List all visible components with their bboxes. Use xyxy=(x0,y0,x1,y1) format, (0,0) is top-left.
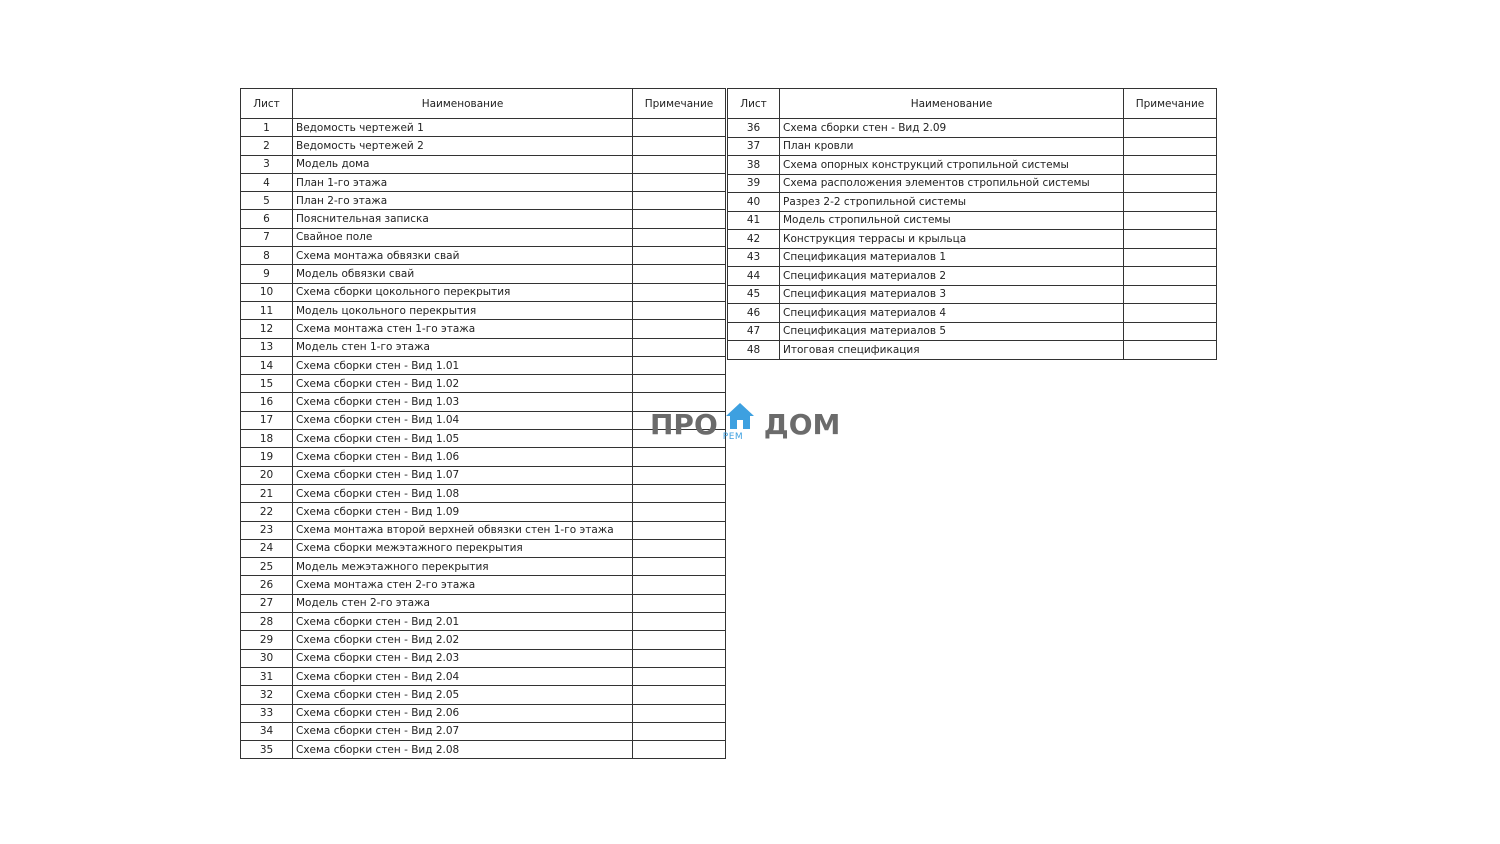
sheet-name-cell: Разрез 2-2 стропильной системы xyxy=(780,193,1124,212)
table-row xyxy=(728,156,1217,175)
sheet-note-cell xyxy=(633,301,726,319)
sheet-name-cell: Модель стен 1-го этажа xyxy=(293,338,633,356)
sheet-number-cell: 37 xyxy=(728,137,780,156)
table-row xyxy=(728,230,1217,249)
sheet-note-cell xyxy=(633,155,726,173)
sheet-number-cell: 45 xyxy=(728,285,780,304)
header-sheet: Лист xyxy=(241,89,293,119)
sheet-number-cell: 46 xyxy=(728,304,780,323)
sheet-note-cell xyxy=(1124,174,1217,193)
sheet-note-cell xyxy=(633,484,726,502)
sheet-name-cell: Спецификация материалов 3 xyxy=(780,285,1124,304)
sheet-number-cell: 44 xyxy=(728,267,780,286)
sheet-number-cell: 21 xyxy=(241,484,293,502)
table-row xyxy=(728,341,1217,360)
sheet-note-cell xyxy=(1124,267,1217,286)
sheet-note-cell xyxy=(633,356,726,374)
table-row xyxy=(728,248,1217,267)
drawing-list-table-right xyxy=(727,88,1217,360)
table-body-right xyxy=(728,119,1217,360)
sheet-number-cell: 2 xyxy=(241,137,293,155)
table-header-row xyxy=(728,89,1217,119)
sheet-name-cell: Модель обвязки свай xyxy=(293,265,633,283)
sheet-note-cell xyxy=(633,375,726,393)
sheet-note-cell xyxy=(1124,248,1217,267)
sheet-number-cell: 34 xyxy=(241,722,293,740)
sheet-note-cell xyxy=(1124,230,1217,249)
sheet-number-cell: 17 xyxy=(241,411,293,429)
sheet-name-cell: Схема монтажа второй верхней обвязки стен 1-го этажа xyxy=(293,521,633,539)
sheet-note-cell xyxy=(633,576,726,594)
sheet-name-cell: Схема сборки стен - Вид 2.04 xyxy=(293,667,633,685)
table-row xyxy=(241,631,726,649)
sheet-name-cell: Модель цокольного перекрытия xyxy=(293,301,633,319)
sheet-number-cell: 1 xyxy=(241,119,293,137)
sheet-name-cell: Модель межэтажного перекрытия xyxy=(293,558,633,576)
sheet-name-cell: Модель стен 2-го этажа xyxy=(293,594,633,612)
table-row xyxy=(241,741,726,759)
table-row xyxy=(728,137,1217,156)
sheet-name-cell: Схема сборки стен - Вид 1.02 xyxy=(293,375,633,393)
sheet-name-cell: Свайное поле xyxy=(293,228,633,246)
sheet-note-cell xyxy=(1124,119,1217,138)
table-row xyxy=(728,119,1217,138)
table-row xyxy=(241,521,726,539)
sheet-name-cell: Схема сборки стен - Вид 1.06 xyxy=(293,448,633,466)
table-row xyxy=(241,356,726,374)
sheet-note-cell xyxy=(1124,304,1217,323)
logo-subtext: РЕМ xyxy=(722,432,744,442)
table-row xyxy=(241,247,726,265)
sheet-note-cell xyxy=(633,448,726,466)
table-row xyxy=(241,301,726,319)
sheet-name-cell: Схема сборки стен - Вид 1.07 xyxy=(293,466,633,484)
sheet-note-cell xyxy=(633,283,726,301)
sheet-number-cell: 11 xyxy=(241,301,293,319)
sheet-name-cell: Ведомость чертежей 2 xyxy=(293,137,633,155)
sheet-name-cell: Схема сборки стен - Вид 2.03 xyxy=(293,649,633,667)
sheet-number-cell: 29 xyxy=(241,631,293,649)
header-note: Примечание xyxy=(633,89,726,119)
watermark-logo xyxy=(650,402,850,446)
header-note: Примечание xyxy=(1124,89,1217,119)
sheet-number-cell: 12 xyxy=(241,320,293,338)
sheet-note-cell xyxy=(633,667,726,685)
sheet-name-cell: Схема сборки стен - Вид 1.09 xyxy=(293,503,633,521)
sheet-number-cell: 15 xyxy=(241,375,293,393)
table-row xyxy=(241,667,726,685)
sheet-note-cell xyxy=(633,228,726,246)
table-row xyxy=(241,210,726,228)
sheet-number-cell: 19 xyxy=(241,448,293,466)
sheet-number-cell: 26 xyxy=(241,576,293,594)
sheet-note-cell xyxy=(633,722,726,740)
sheet-note-cell xyxy=(633,594,726,612)
table-row xyxy=(241,173,726,191)
sheet-note-cell xyxy=(1124,137,1217,156)
sheet-name-cell: Пояснительная записка xyxy=(293,210,633,228)
logo-word-right: ДОМ xyxy=(763,407,841,441)
sheet-name-cell: План 1-го этажа xyxy=(293,173,633,191)
sheet-note-cell xyxy=(1124,156,1217,175)
table-row xyxy=(241,539,726,557)
sheet-name-cell: Ведомость чертежей 1 xyxy=(293,119,633,137)
sheet-number-cell: 25 xyxy=(241,558,293,576)
table-row xyxy=(241,283,726,301)
sheet-number-cell: 20 xyxy=(241,466,293,484)
header-sheet: Лист xyxy=(728,89,780,119)
sheet-number-cell: 39 xyxy=(728,174,780,193)
sheet-number-cell: 23 xyxy=(241,521,293,539)
table-row xyxy=(241,448,726,466)
sheet-number-cell: 35 xyxy=(241,741,293,759)
sheet-note-cell xyxy=(633,649,726,667)
sheet-number-cell: 31 xyxy=(241,667,293,685)
sheet-note-cell xyxy=(633,741,726,759)
sheet-note-cell xyxy=(633,265,726,283)
sheet-number-cell: 4 xyxy=(241,173,293,191)
sheet-name-cell: Спецификация материалов 2 xyxy=(780,267,1124,286)
sheet-name-cell: Схема монтажа стен 2-го этажа xyxy=(293,576,633,594)
sheet-note-cell xyxy=(633,173,726,191)
table-row xyxy=(728,322,1217,341)
sheet-number-cell: 28 xyxy=(241,613,293,631)
sheet-note-cell xyxy=(633,613,726,631)
sheet-note-cell xyxy=(1124,322,1217,341)
sheet-name-cell: План кровли xyxy=(780,137,1124,156)
sheet-note-cell xyxy=(633,521,726,539)
table-row xyxy=(241,155,726,173)
sheet-number-cell: 7 xyxy=(241,228,293,246)
table-row xyxy=(728,304,1217,323)
table-row xyxy=(241,576,726,594)
sheet-number-cell: 5 xyxy=(241,192,293,210)
table-row xyxy=(241,338,726,356)
sheet-number-cell: 33 xyxy=(241,704,293,722)
sheet-number-cell: 13 xyxy=(241,338,293,356)
house-icon xyxy=(720,402,762,446)
sheet-number-cell: 18 xyxy=(241,430,293,448)
sheet-name-cell: Схема сборки цокольного перекрытия xyxy=(293,283,633,301)
sheet-note-cell xyxy=(633,192,726,210)
sheet-name-cell: Схема сборки стен - Вид 2.01 xyxy=(293,613,633,631)
sheet-number-cell: 41 xyxy=(728,211,780,230)
sheet-name-cell: Схема сборки стен - Вид 2.06 xyxy=(293,704,633,722)
table-row xyxy=(241,192,726,210)
sheet-name-cell: Схема монтажа обвязки свай xyxy=(293,247,633,265)
table-row xyxy=(241,722,726,740)
table-row xyxy=(241,265,726,283)
sheet-name-cell: Схема сборки стен - Вид 1.01 xyxy=(293,356,633,374)
header-name: Наименование xyxy=(780,89,1124,119)
sheet-number-cell: 16 xyxy=(241,393,293,411)
sheet-note-cell xyxy=(633,558,726,576)
sheet-number-cell: 22 xyxy=(241,503,293,521)
sheet-note-cell xyxy=(633,338,726,356)
sheet-number-cell: 30 xyxy=(241,649,293,667)
sheet-name-cell: Схема сборки стен - Вид 1.08 xyxy=(293,484,633,502)
sheet-name-cell: Схема расположения элементов стропильной системы xyxy=(780,174,1124,193)
sheet-note-cell xyxy=(633,119,726,137)
sheet-name-cell: Спецификация материалов 4 xyxy=(780,304,1124,323)
sheet-name-cell: Схема опорных конструкций стропильной системы xyxy=(780,156,1124,175)
sheet-name-cell: Спецификация материалов 1 xyxy=(780,248,1124,267)
sheet-name-cell: Схема сборки стен - Вид 1.05 xyxy=(293,430,633,448)
table-row xyxy=(241,228,726,246)
table-row xyxy=(241,686,726,704)
sheet-number-cell: 9 xyxy=(241,265,293,283)
sheet-number-cell: 6 xyxy=(241,210,293,228)
sheet-note-cell xyxy=(1124,341,1217,360)
sheet-name-cell: Схема сборки стен - Вид 2.08 xyxy=(293,741,633,759)
table-row xyxy=(241,613,726,631)
table-row xyxy=(241,503,726,521)
sheet-name-cell: Конструкция террасы и крыльца xyxy=(780,230,1124,249)
sheet-number-cell: 47 xyxy=(728,322,780,341)
sheet-note-cell xyxy=(1124,285,1217,304)
sheet-name-cell: Модель дома xyxy=(293,155,633,173)
table-row xyxy=(241,649,726,667)
sheet-name-cell: Схема монтажа стен 1-го этажа xyxy=(293,320,633,338)
table-row xyxy=(241,119,726,137)
sheet-note-cell xyxy=(633,466,726,484)
table-row xyxy=(241,484,726,502)
table-row xyxy=(728,193,1217,212)
sheet-name-cell: Спецификация материалов 5 xyxy=(780,322,1124,341)
sheet-note-cell xyxy=(633,137,726,155)
sheet-number-cell: 43 xyxy=(728,248,780,267)
table-header-row xyxy=(241,89,726,119)
sheet-number-cell: 10 xyxy=(241,283,293,301)
sheet-note-cell xyxy=(1124,193,1217,212)
sheet-name-cell: Итоговая спецификация xyxy=(780,341,1124,360)
sheet-number-cell: 48 xyxy=(728,341,780,360)
sheet-name-cell: План 2-го этажа xyxy=(293,192,633,210)
sheet-name-cell: Схема сборки стен - Вид 2.09 xyxy=(780,119,1124,138)
sheet-number-cell: 42 xyxy=(728,230,780,249)
sheet-note-cell xyxy=(633,686,726,704)
table-row xyxy=(728,211,1217,230)
sheet-number-cell: 40 xyxy=(728,193,780,212)
sheet-note-cell xyxy=(633,539,726,557)
sheet-note-cell xyxy=(633,503,726,521)
table-row xyxy=(241,466,726,484)
sheet-number-cell: 32 xyxy=(241,686,293,704)
sheet-name-cell: Схема сборки стен - Вид 1.04 xyxy=(293,411,633,429)
sheet-number-cell: 14 xyxy=(241,356,293,374)
table-row xyxy=(728,285,1217,304)
table-row xyxy=(241,558,726,576)
sheet-number-cell: 24 xyxy=(241,539,293,557)
sheet-number-cell: 36 xyxy=(728,119,780,138)
sheet-note-cell xyxy=(633,631,726,649)
sheet-name-cell: Схема сборки стен - Вид 1.03 xyxy=(293,393,633,411)
sheet-name-cell: Модель стропильной системы xyxy=(780,211,1124,230)
table-row xyxy=(241,375,726,393)
table-row xyxy=(241,137,726,155)
sheet-number-cell: 8 xyxy=(241,247,293,265)
sheet-number-cell: 38 xyxy=(728,156,780,175)
sheet-note-cell xyxy=(633,704,726,722)
sheet-note-cell xyxy=(633,247,726,265)
sheet-name-cell: Схема сборки стен - Вид 2.02 xyxy=(293,631,633,649)
sheet-number-cell: 27 xyxy=(241,594,293,612)
table-row xyxy=(241,704,726,722)
table-row xyxy=(728,267,1217,286)
sheet-note-cell xyxy=(633,320,726,338)
logo-word-left: ПРО xyxy=(650,407,718,441)
sheet-note-cell xyxy=(1124,211,1217,230)
sheet-name-cell: Схема сборки стен - Вид 2.05 xyxy=(293,686,633,704)
sheet-number-cell: 3 xyxy=(241,155,293,173)
sheet-name-cell: Схема сборки стен - Вид 2.07 xyxy=(293,722,633,740)
header-name: Наименование xyxy=(293,89,633,119)
table-row xyxy=(728,174,1217,193)
table-row xyxy=(241,320,726,338)
sheet-note-cell xyxy=(633,210,726,228)
table-row xyxy=(241,594,726,612)
sheet-name-cell: Схема сборки межэтажного перекрытия xyxy=(293,539,633,557)
